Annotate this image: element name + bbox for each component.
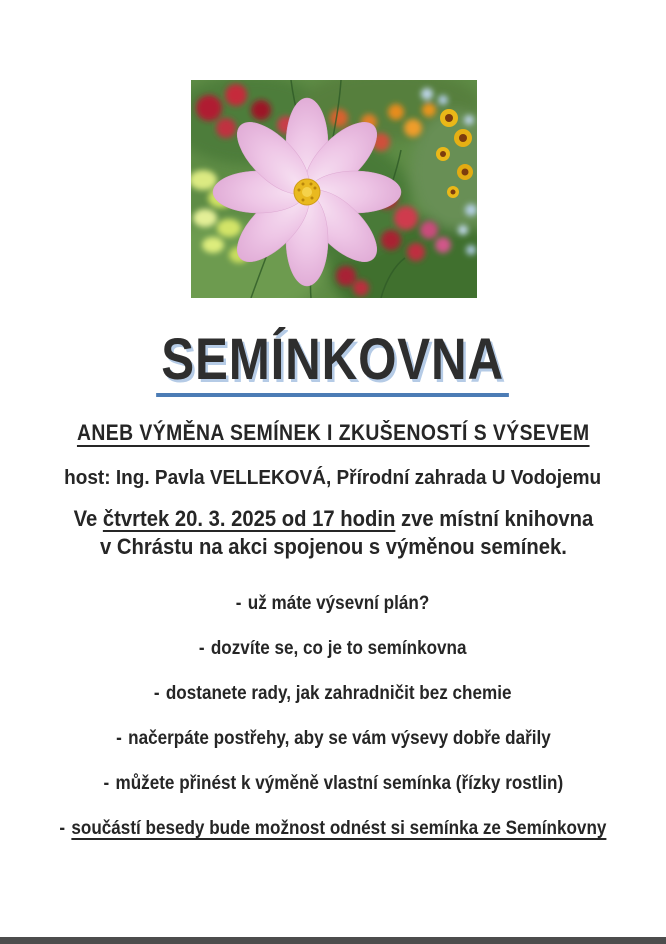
bullet-dash: - <box>199 638 205 659</box>
bullet-text: můžete přinést k výměně vlastní semínka (řízky rostlin) <box>115 773 563 794</box>
title-block <box>0 329 666 397</box>
bullet-text: načerpáte postřehy, aby se vám výsevy dobře dařily <box>127 728 551 749</box>
invitation-suffix: zve místní knihovna <box>394 506 593 531</box>
invitation-prefix: Ve <box>73 506 103 531</box>
bullet-dash: - <box>59 818 66 839</box>
bullet-text-underlined: součástí besedy bude možnost odnést si semínka ze Semínkovny <box>71 818 607 839</box>
bullet-dash: - <box>103 773 109 794</box>
subtitle-block <box>0 420 666 446</box>
list-item <box>0 729 666 749</box>
list-item <box>0 639 666 659</box>
bullet-text: dozvíte se, co je to semínkovna <box>211 638 467 659</box>
bullet-dash: - <box>154 683 160 704</box>
list-item <box>0 594 666 614</box>
host-block <box>0 467 666 490</box>
list-item <box>0 774 666 794</box>
bullet-list <box>0 594 666 864</box>
invitation-block <box>0 505 666 561</box>
invitation-line2: v Chrástu na akci spojenou s výměnou semínek. <box>99 534 567 559</box>
invitation-text <box>73 505 593 561</box>
bottom-bar <box>0 937 666 944</box>
bullet-text: už máte výsevní plán? <box>248 593 430 614</box>
bullet-dash: - <box>115 728 122 749</box>
list-item <box>0 819 666 839</box>
page-title: SEMÍNKOVNA <box>157 329 510 397</box>
bullet-text: dostanete rady, jak zahradničit bez chemie <box>166 683 512 704</box>
bullet-dash: - <box>236 593 242 614</box>
subtitle: ANEB VÝMĚNA SEMÍNEK I ZKUŠENOSTÍ S VÝSEVEM <box>76 420 590 445</box>
invitation-date-underlined: čtvrtek 20. 3. 2025 od 17 hodin <box>102 506 395 531</box>
flower-garden-photo <box>191 80 477 298</box>
list-item <box>0 684 666 704</box>
host-line: host: Ing. Pavla VELLEKOVÁ, Přírodní zahrada U Vodojemu <box>64 467 602 489</box>
